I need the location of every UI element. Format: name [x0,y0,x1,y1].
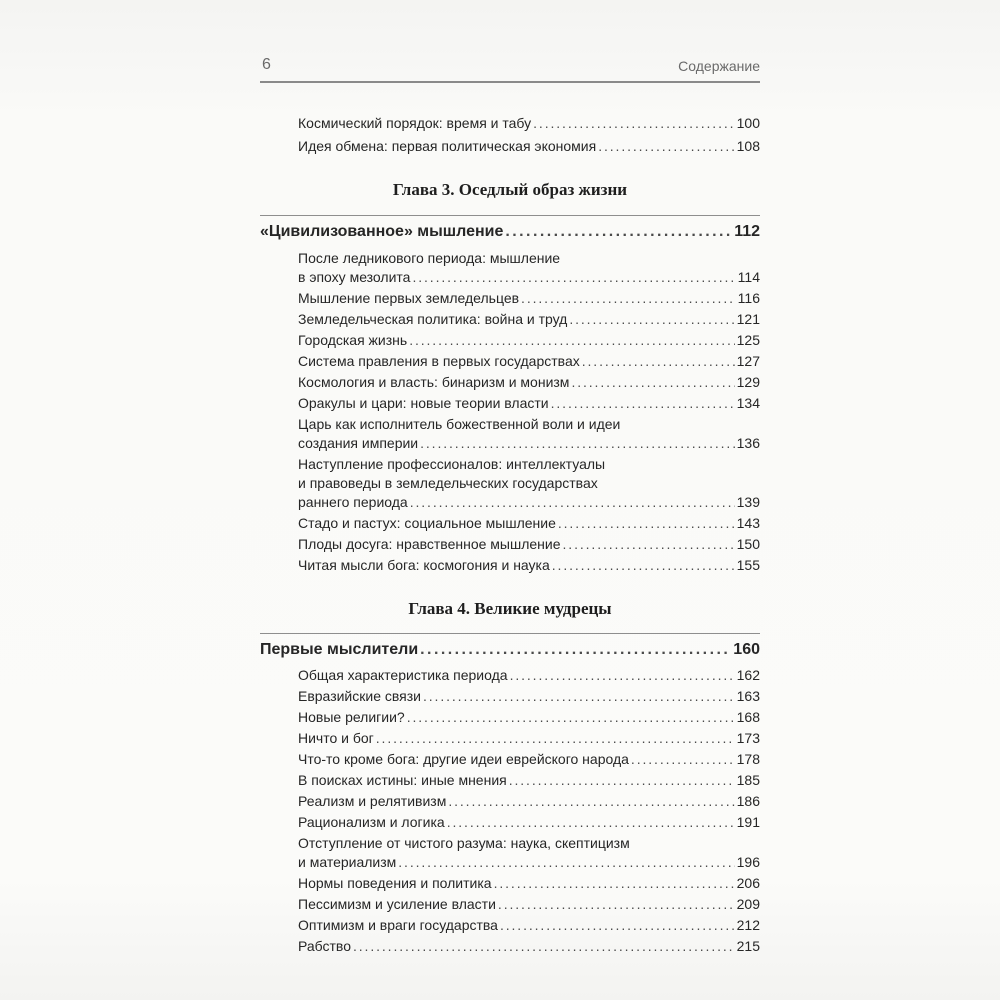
toc-section-page: 160 [733,641,760,658]
page-number: 6 [262,56,271,73]
toc-entry-page: 100 [736,115,760,131]
leader-dots [376,729,735,748]
toc-section [260,221,760,243]
toc-entry-page: 150 [736,536,760,552]
toc-entry-label: Реализм и релятивизм [298,793,447,809]
toc-entry-page: 173 [736,730,760,746]
leader-dots [510,666,735,685]
toc-entry-page: 162 [736,667,760,683]
toc-entry [260,137,760,156]
toc-entry-label: Нормы поведения и политика [298,875,492,891]
toc-entry [260,666,760,685]
leader-dots [409,331,734,350]
toc-entry-page: 178 [736,751,760,767]
toc-entry-page: 116 [737,290,760,306]
toc-entry-label-line: Наступление профессионалов: интеллектуалы [298,456,606,472]
toc-entry-label: Космический порядок: время и табу [298,115,532,131]
toc-entry-label: Читая мысли бога: космогония и наука [298,557,550,573]
toc-entry-page: 136 [736,435,760,451]
toc-entry-page: 127 [736,353,760,369]
toc-entry-label: раннего периода [298,494,408,510]
leader-dots [500,916,735,935]
toc-entry-label: Общая характеристика периода [298,667,508,683]
toc-entry [260,249,760,287]
toc-entry-label: Земледельческая политика: война и труд [298,311,568,327]
toc-entry-label: Оптимизм и враги государства [298,917,498,933]
leader-dots [509,771,735,790]
toc-entry-page: 168 [736,709,760,725]
toc-entry [260,729,760,748]
chapter-4-title: Глава 4. Великие мудрецы [408,599,612,618]
toc-entry-label: Рационализм и логика [298,814,445,830]
leader-dots [423,687,735,706]
toc-entry-label: Новые религии? [298,709,405,725]
toc-entry [260,514,760,533]
toc-entry-label: и материализм [298,854,397,870]
toc-entry [260,916,760,935]
leader-dots [631,750,735,769]
toc-entry-page: 185 [736,772,760,788]
toc-entry-label: В поисках истины: иные мнения [298,772,507,788]
toc-entry [260,535,760,554]
toc-entry-label: Пессимизм и усиление власти [298,896,496,912]
leader-dots [447,813,735,832]
leader-dots [494,874,735,893]
toc-section-page: 112 [734,223,760,240]
toc-entry-label-line: и правоведы в земледельческих государствах [298,475,598,491]
leader-dots [505,221,732,243]
toc-entry [260,771,760,790]
toc-entry-label: Евразийские связи [298,688,421,704]
toc-entry [260,373,760,392]
section-rule [260,215,760,216]
header-rule [260,81,760,83]
toc-entry-label: Стадо и пастух: социальное мышление [298,515,556,531]
toc-section-label: «Цивилизованное» мышление [260,223,504,240]
toc-entry [260,310,760,329]
toc-entry-label: Городская жизнь [298,332,408,348]
toc-entry [260,415,760,453]
toc-entry-page: 186 [736,793,760,809]
toc-entry-page: 206 [736,875,760,891]
toc-entry [260,813,760,832]
leader-dots [533,114,735,133]
toc-entry [260,556,760,575]
toc-entry-page: 215 [736,938,760,954]
toc-entry-page: 155 [736,557,760,573]
leader-dots [569,310,734,329]
toc-entry [260,352,760,371]
leader-dots [598,137,734,156]
toc-entry-page: 196 [736,854,760,870]
toc-entry-label: создания империи [298,435,419,451]
toc-entry-label: в эпоху мезолита [298,269,411,285]
toc-entry-label-line: После ледникового периода: мышление [298,250,561,266]
toc-entry-page: 139 [736,494,760,510]
leader-dots [412,268,735,287]
leader-dots [420,639,731,661]
toc-entry-label-line: Царь как исполнитель божественной воли и идеи [298,416,621,432]
toc-entry-page: 134 [736,395,760,411]
toc-section-label: Первые мыслители [260,641,419,658]
toc-entry-page: 143 [736,515,760,531]
leader-dots [571,373,734,392]
toc-entry [260,708,760,727]
leader-dots [521,289,736,308]
leader-dots [448,792,734,811]
leader-dots [552,556,735,575]
leader-dots [410,493,735,512]
toc-entry-label: Плоды досуга: нравственное мышление [298,536,561,552]
running-title: Содержание [678,58,760,74]
toc-entry-label: Мышление первых земледельцев [298,290,520,306]
leader-dots [407,708,735,727]
toc-entry [260,289,760,308]
toc-entry [260,331,760,350]
toc-entry-page: 121 [736,311,760,327]
toc-entry-page: 163 [736,688,760,704]
leader-dots [420,434,735,453]
section-rule [260,633,760,634]
toc-entry [260,792,760,811]
leader-dots [353,937,735,956]
toc-entry-label: Ничто и бог [298,730,374,746]
toc-entry [260,455,760,512]
leader-dots [398,853,734,872]
toc-entry-page: 114 [737,269,760,285]
leader-dots [498,895,735,914]
toc-entry-label: Космология и власть: бинаризм и монизм [298,374,570,390]
toc-entry [260,937,760,956]
toc-entry-page: 129 [736,374,760,390]
toc-entry-label-line: Отступление от чистого разума: наука, скептицизм [298,835,630,851]
toc-entry-page: 191 [736,814,760,830]
chapter-3-title: Глава 3. Оседлый образ жизни [392,180,628,199]
toc-entry-page: 108 [736,138,760,154]
toc-entry [260,687,760,706]
toc-entry-label: Система правления в первых государствах [298,353,580,369]
toc-entry-page: 125 [736,332,760,348]
toc-entry [260,874,760,893]
toc-entry-label: Рабство [298,938,351,954]
toc-entry-page: 212 [736,917,760,933]
toc-entry-label: Что-то кроме бога: другие идеи еврейского народа [298,751,629,767]
toc-entry [260,394,760,413]
toc-entry-label: Идея обмена: первая политическая экономия [298,138,597,154]
toc-entry [260,750,760,769]
leader-dots [558,514,735,533]
leader-dots [551,394,735,413]
table-of-contents [260,100,760,956]
leader-dots [582,352,735,371]
toc-entry-page: 209 [736,896,760,912]
toc-entry [260,114,760,133]
toc-entry-label: Оракулы и цари: новые теории власти [298,395,549,411]
leader-dots [563,535,735,554]
toc-entry [260,895,760,914]
toc-section [260,639,760,661]
toc-entry [260,834,760,872]
